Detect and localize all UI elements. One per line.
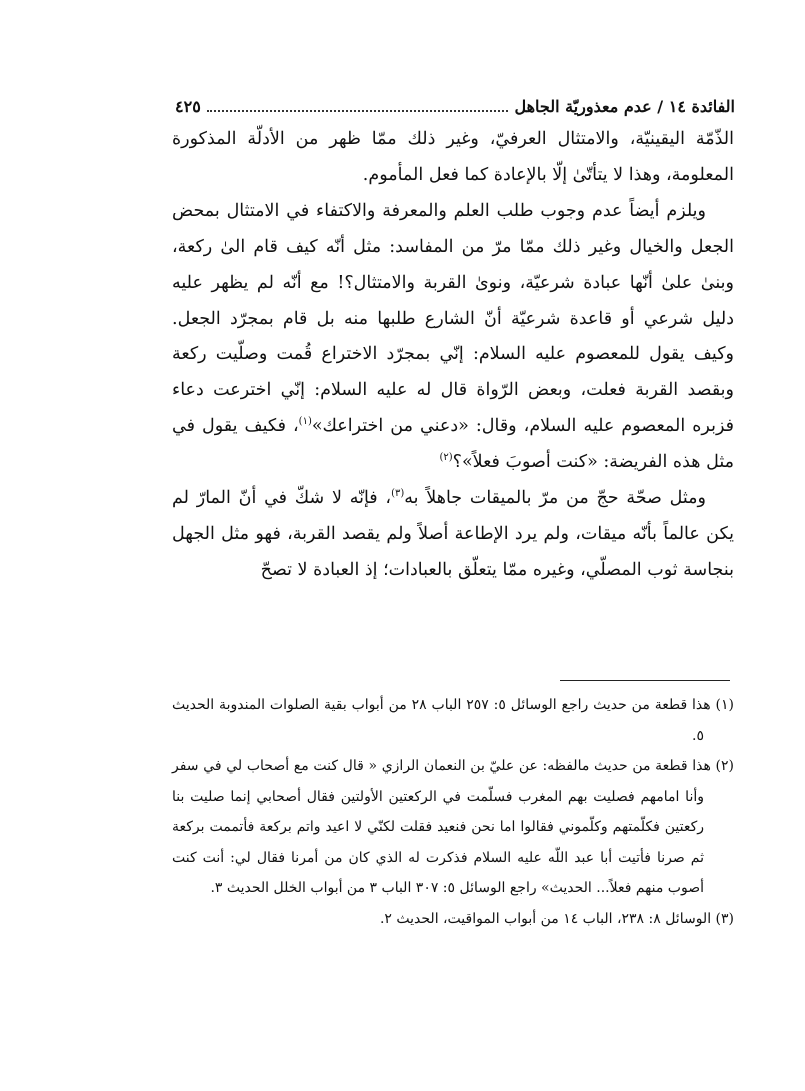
footnote-separator xyxy=(560,680,730,681)
running-header xyxy=(175,88,735,116)
footnote-ref: (٢) xyxy=(439,452,453,464)
main-text xyxy=(172,122,734,589)
chapter-title: الفائدة ١٤ / عدم معذوريّة الجاهل xyxy=(514,97,735,116)
footnote: (٣) الوسائل ٨: ٢٣٨، الباب ١٤ من أبواب المواقيت، الحديث ٢. xyxy=(379,910,734,927)
paragraph-text: ، فكيف يقول في مثل هذه الفريضة: «كنت أصوبَ فعلاً»؟ xyxy=(172,416,734,473)
footnote: (١) هذا قطعة من حديث راجع الوسائل ٥: ٢٥٧ الباب ٢٨ من أبواب بقية الصلوات المندوبة الحديث ٥. xyxy=(172,697,734,744)
paragraph: الذّمّة اليقينيّة، والامتثال العرفيّ، وغير ذلك ممّا ظهر من الأدلّة المذكورة المعلومة، وهذا لا يتأتّىٰ إلّا بالإعادة كما فعل المأموم. xyxy=(172,129,734,185)
paragraph xyxy=(172,194,734,481)
footnote-ref: (١) xyxy=(298,416,312,428)
footnotes xyxy=(172,690,734,934)
paragraph-text: ومثل صحّة حجّ من مرّ بالميقات جاهلاً به xyxy=(404,488,707,509)
paragraph-text: ، فإنّه لا شكّ في أنّ المارّ لم يكن عالماً بأنّه ميقات، ولم يرد الإطاعة أصلاً ولم يقصد القربة، فهو مثل الجهل بنجاسة ثوب المصلّي، وغيره ممّا يتعلّق بالعبادات؛ إذ العبادة لا تصحّ xyxy=(172,488,734,580)
paragraph-text: ويلزم أيضاً عدم وجوب طلب العلم والمعرفة والاكتفاء في الامتثال بمحض الجعل والخيال وغير ذلك ممّا مرّ من المفاسد: مثل أنّه كيف قام الىٰ ركعة، وبنىٰ علىٰ أنّها عبادة شرعيّة، ونوىٰ القربة والامتثال؟! مع أنّه لم يظهر عليه دليل شرعي أو قاعدة شرعيّة أنّ الشارع طلبها منه بل قام بمجرّد الجعل. وكيف يقول للمعصوم عليه السلام: إنّي بمجرّد الاختراع قُمت وصلّيت ركعة وبقصد القربة فعلت، وبعض الرّواة قال له عليه السلام: إنّي اخترعت دعاء فزبره المعصوم عليه السلام، وقال: «دعني من اختراعك» xyxy=(172,200,734,437)
paragraph xyxy=(172,481,734,589)
page-number: ٤٢٥ xyxy=(175,97,201,116)
footnote-ref: (٣) xyxy=(391,488,405,500)
footnote: (٢) هذا قطعة من حديث مالفظه: عن عليّ بن النعمان الرازي « قال كنت مع أصحاب لي في سفر وأنا امامهم فصليت بهم المغرب فسلّمت في الركعتين الأولتين فقال أصحابي إنما صليت بنا ركعتين فكلّمتهم وكلّموني فقالوا اما نحن فنعيد فقلت لكنّي لا اعيد واتم بركعة فأتممت بركعة ثم صرنا فأتيت أبا عبد اللّه عليه السلام فذكرت له الذي كان من أمرنا فقال لي: أنت كنت أصوب منهم فعلاً... الحديث» راجع الوسائل ٥: ٣٠٧ الباب ٣ من أبواب الخلل الحديث ٣. xyxy=(172,758,734,896)
leader-dots xyxy=(207,109,509,112)
